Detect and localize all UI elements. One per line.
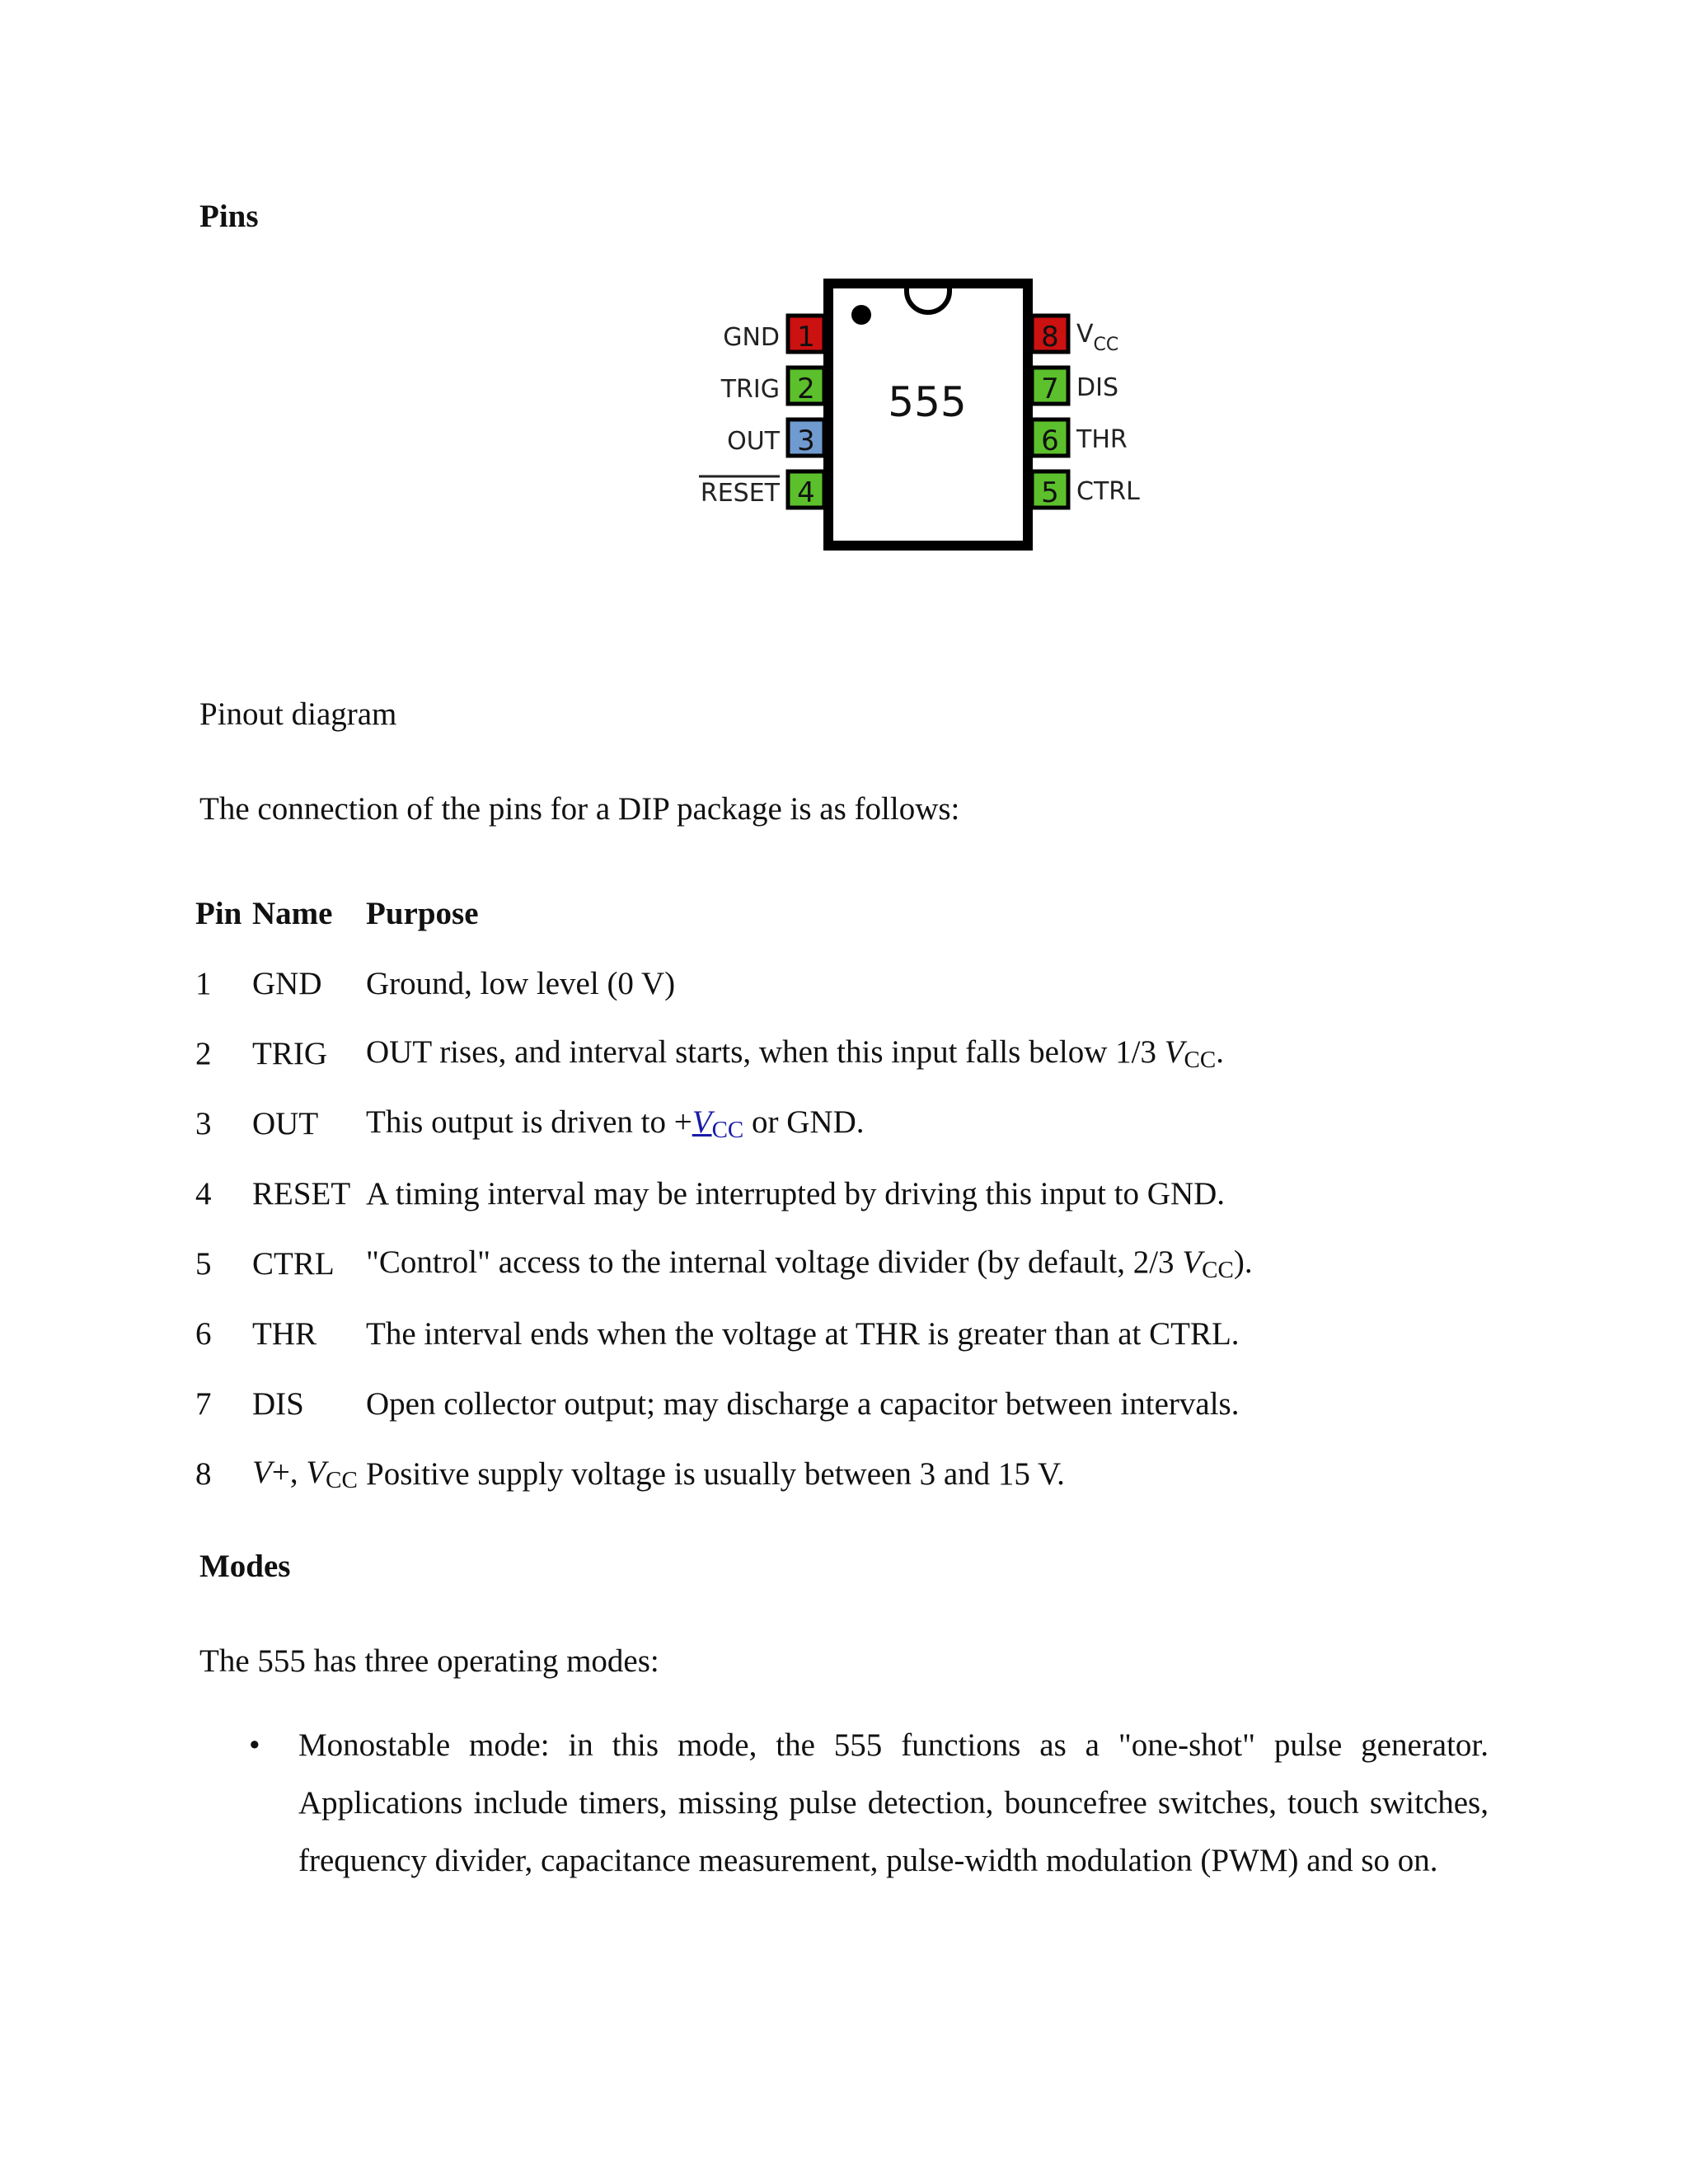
pinout-diagram xyxy=(684,268,1162,556)
section-heading-pins: Pins xyxy=(199,199,259,234)
pin-7-label: DIS xyxy=(1076,373,1118,402)
diagram-caption: Pinout diagram xyxy=(199,696,397,732)
mode-description: Monostable mode: in this mode, the 555 functions as a "one-shot" pulse generator. Applications include timers, missing pulse detection, bouncefree switches, touch switches, frequency divider, capacitance measurement, pulse-width modulation (PWM) and so on. xyxy=(298,1727,1489,1878)
pin-6-label: THR xyxy=(1076,425,1128,454)
modes-intro-text: The 555 has three operating modes: xyxy=(199,1643,659,1679)
pin-purpose: This output is driven to $+V_{CC}$ or GND. xyxy=(366,1104,865,1143)
header-pin: Pin xyxy=(195,896,242,931)
pin-4-label: RESET xyxy=(700,479,780,508)
pin-1-number: 1 xyxy=(797,321,815,354)
modes-list xyxy=(249,1717,1489,1890)
table-header-row xyxy=(189,879,1253,949)
pin-2-number: 2 xyxy=(797,373,815,405)
pin-number: 6 xyxy=(195,1316,212,1352)
vcc-link[interactable]: $V_{CC}$ xyxy=(692,1104,744,1143)
pin-5-number: 5 xyxy=(1041,476,1059,509)
table-row xyxy=(189,1229,1253,1299)
pin-4-number: 4 xyxy=(797,476,815,509)
table-row xyxy=(189,949,1253,1019)
list-item xyxy=(249,1717,1489,1890)
pin-number: 8 xyxy=(195,1456,212,1492)
pin-name: V+, $V_{CC}$ xyxy=(252,1455,358,1493)
pin-name: THR xyxy=(252,1316,316,1352)
pin-name: OUT xyxy=(252,1106,319,1141)
pin-number: 2 xyxy=(195,1036,212,1071)
pin-8-number: 8 xyxy=(1041,321,1059,354)
pin-7-number: 7 xyxy=(1041,373,1059,405)
pin-purpose: The interval ends when the voltage at THR is greater than at CTRL. xyxy=(366,1316,1240,1352)
table-row xyxy=(189,1439,1253,1509)
bullet-icon: • xyxy=(249,1727,260,1763)
pin-5-label: CTRL xyxy=(1076,477,1140,506)
pin-number: 4 xyxy=(195,1176,212,1212)
pin-name: CTRL xyxy=(252,1246,335,1282)
pin-name: RESET xyxy=(252,1176,351,1212)
pin-3-number: 3 xyxy=(797,424,815,457)
header-purpose: Purpose xyxy=(366,896,479,931)
pin-2-label: TRIG xyxy=(720,375,780,404)
pin-number: 3 xyxy=(195,1106,212,1141)
pin-6-number: 6 xyxy=(1041,424,1059,457)
chip-label: 555 xyxy=(888,378,967,426)
pin-purpose: A timing interval may be interrupted by driving this input to GND. xyxy=(366,1176,1226,1212)
pin-purpose: "Control" access to the internal voltage divider (by default, 2/3 $V_{CC}$). xyxy=(366,1244,1253,1283)
pin-purpose: OUT rises, and interval starts, when this input falls below 1/3 $V_{CC}$. xyxy=(366,1034,1224,1073)
pin-name: GND xyxy=(252,966,322,1001)
pin-purpose: Open collector output; may discharge a capacitor between intervals. xyxy=(366,1386,1240,1422)
pin-number: 7 xyxy=(195,1386,212,1422)
pin-number: 5 xyxy=(195,1246,212,1282)
header-name: Name xyxy=(252,896,333,931)
pin-3-label: OUT xyxy=(727,427,780,456)
pin-purpose: Ground, low level (0 V) xyxy=(366,966,676,1001)
pin1-marker-dot xyxy=(851,305,871,325)
pin-purpose: Positive supply voltage is usually between 3 and 15 V. xyxy=(366,1456,1065,1492)
pin-8-label: $V_{CC}$ xyxy=(1076,320,1119,355)
pin-name: DIS xyxy=(252,1386,304,1422)
pin-1-label: GND xyxy=(723,323,780,352)
section-heading-modes: Modes xyxy=(199,1549,291,1584)
pin-number: 1 xyxy=(195,966,212,1001)
table-row xyxy=(189,1159,1253,1229)
table-row xyxy=(189,1369,1253,1439)
pins-intro-text: The connection of the pins for a DIP package is as follows: xyxy=(199,791,960,827)
table-row xyxy=(189,1299,1253,1369)
table-row xyxy=(189,1019,1253,1089)
pin-name: TRIG xyxy=(252,1036,327,1071)
table-row xyxy=(189,1089,1253,1159)
pin-table xyxy=(189,879,1253,1509)
